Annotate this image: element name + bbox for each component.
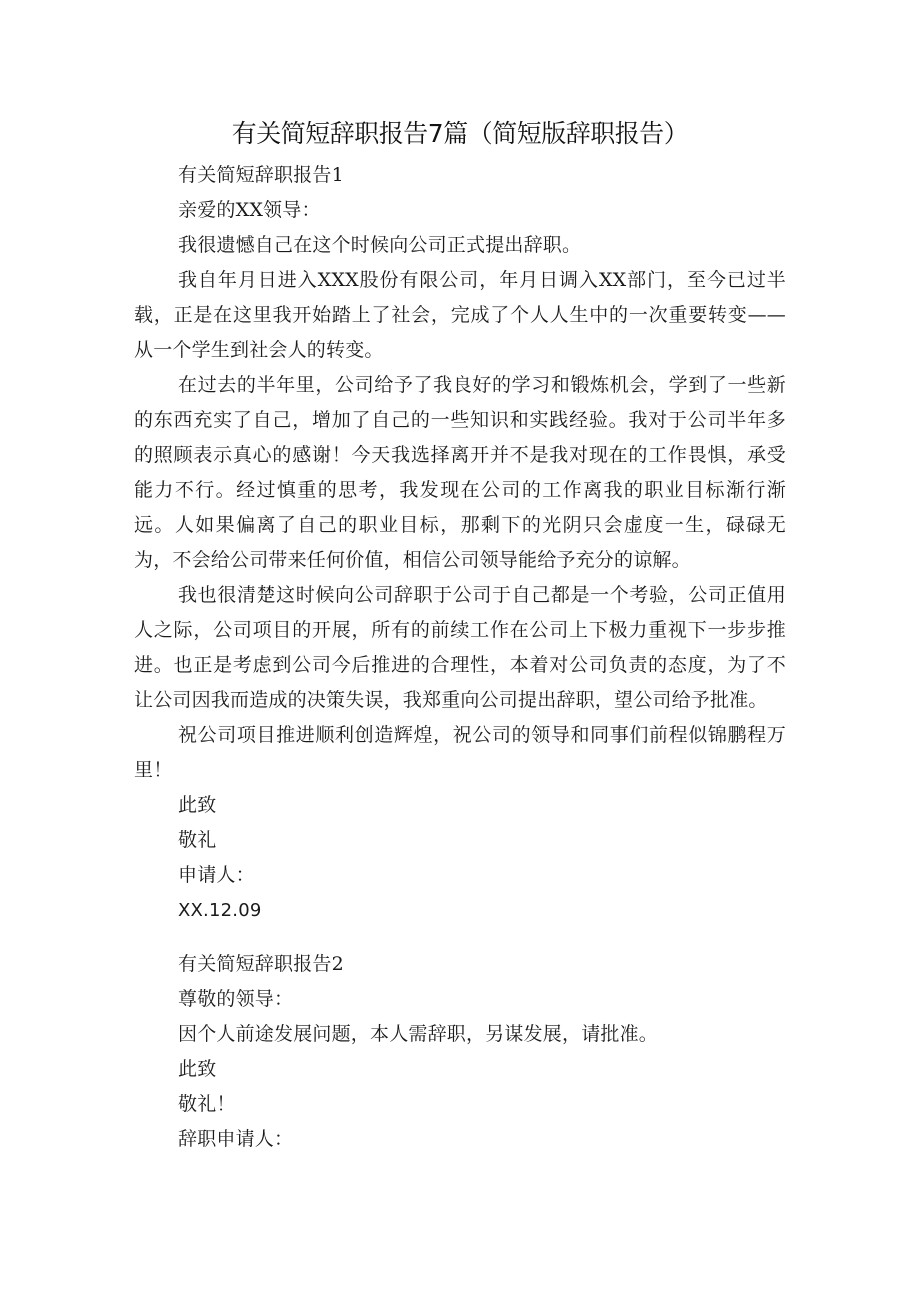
document-title: 有关简短辞职报告7篇（简短版辞职报告） xyxy=(231,119,689,148)
date-line: XX.12.09 xyxy=(178,900,262,921)
paragraph: 我自年月日进入XXX股份有限公司，年月日调入XX部门，至今已过半载，正是在这里我开始踏上了社会，完成了个人人生中的一次重要转变——从一个学生到社会人的转变。 xyxy=(134,269,786,361)
letter-heading: 有关简短辞职报告2 xyxy=(178,953,344,975)
applicant-line: 申请人： xyxy=(178,864,255,886)
paragraph: 在过去的半年里，公司给予了我良好的学习和锻炼机会，学到了一些新的东西充实了自己，增加了自己的一些知识和实践经验。我对于公司半年多的照顾表示真心的感谢！今天我选择离开并不是我对现在的工作畏惧，承受能力不行。经过慎重的思考，我发现在公司的工作离我的职业目标渐行渐远。人如果偏离了自己的职业目标，那剩下的光阴只会虚度一生，碌碌无为，不会给公司带来任何价值，相信公司领导能给予充分的谅解。 xyxy=(134,374,786,571)
salutation: 尊敬的领导： xyxy=(178,988,294,1010)
paragraph: 我很遗憾自己在这个时候向公司正式提出辞职。 xyxy=(178,234,582,256)
applicant-line: 辞职申请人： xyxy=(178,1128,294,1150)
closing-line: 此致 xyxy=(178,1058,217,1080)
letter-heading: 有关简短辞职报告1 xyxy=(178,164,344,186)
letter-2 xyxy=(134,947,786,1157)
paragraph: 因个人前途发展问题，本人需辞职，另谋发展，请批准。 xyxy=(178,1023,659,1045)
paragraph: 祝公司项目推进顺利创造辉煌，祝公司的领导和同事们前程似锦鹏程万里！ xyxy=(134,724,786,781)
letter-1 xyxy=(134,158,786,928)
closing-line: 敬礼！ xyxy=(178,1093,236,1115)
section-gap xyxy=(134,928,786,947)
closing-line: 此致 xyxy=(178,794,217,816)
salutation: 亲爱的XX领导： xyxy=(178,199,321,221)
document-body xyxy=(134,158,786,1157)
closing-line: 敬礼 xyxy=(178,829,217,851)
paragraph: 我也很清楚这时候向公司辞职于公司于自己都是一个考验，公司正值用人之际，公司项目的开展，所有的前续工作在公司上下极力重视下一步步推进。也正是考虑到公司今后推进的合理性，本着对公司负责的态度，为了不让公司因我而造成的决策失误，我郑重向公司提出辞职，望公司给予批准。 xyxy=(134,584,786,711)
